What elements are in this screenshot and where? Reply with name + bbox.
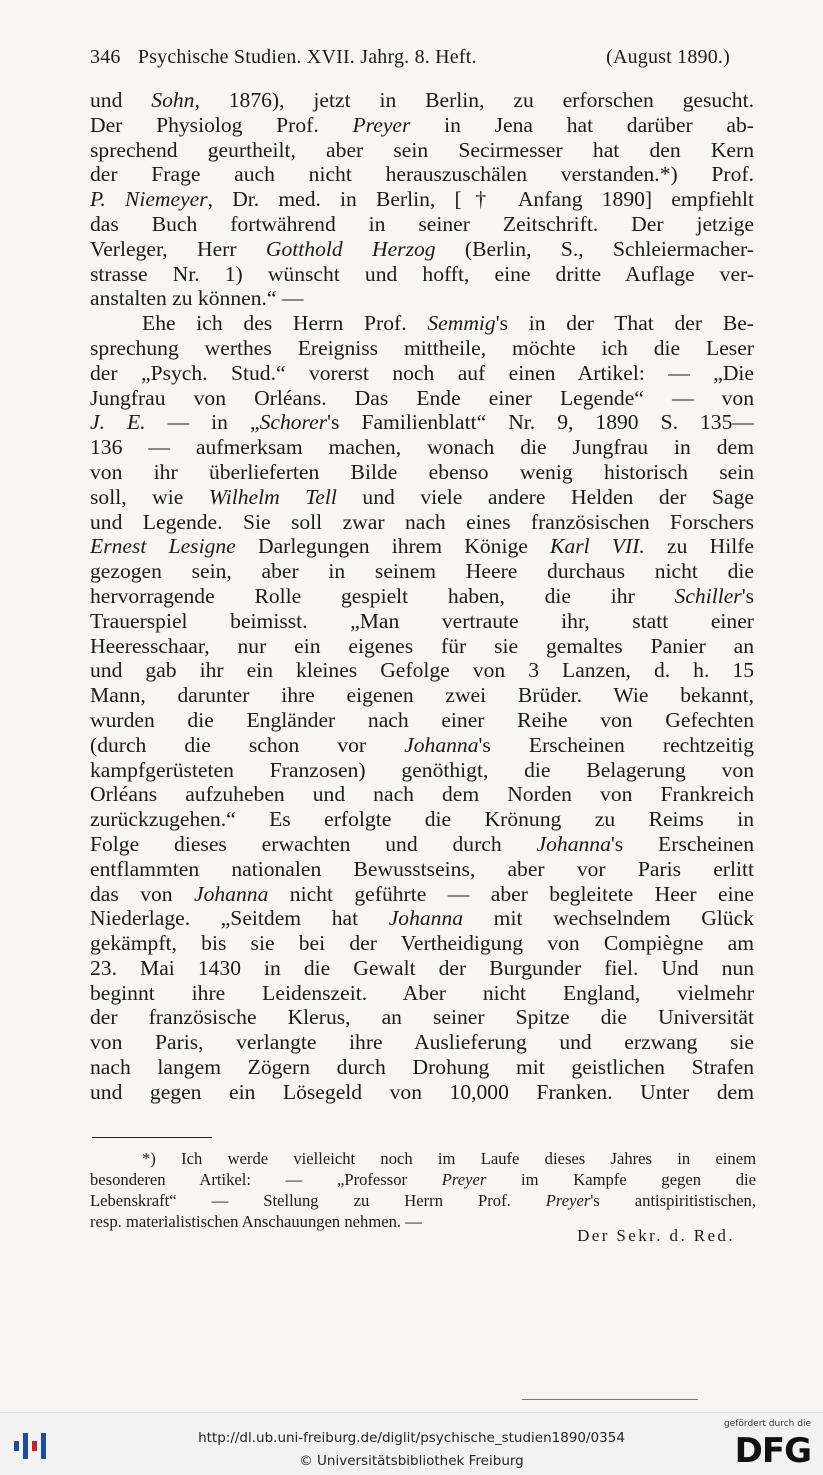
text-line: und gegen ein Lösegeld von 10,000 Franken. Unter dem [90, 1079, 754, 1104]
permalink-url[interactable]: http://dl.ub.uni-freiburg.de/diglit/psychische_studien1890/0354 [198, 1430, 625, 1446]
text-line: anstalten zu können.“ — [90, 286, 304, 311]
bottom-rule [522, 1399, 698, 1400]
text-line: Ernest Lesigne Darlegungen ihrem Könige Karl VII. zu Hilfe [90, 534, 754, 559]
text-line: Heeresschaar, nur ein eigenes für sie gemaltes Panier an [90, 633, 754, 658]
text-line: P. Niemeyer, Dr. med. in Berlin, [† Anfang 1890] empfiehlt [90, 187, 754, 212]
text-line: sprechend geurtheilt, aber sein Secirmesser hat den Kern [90, 137, 754, 162]
text-line: und Sohn, 1876), jetzt in Berlin, zu erforschen gesucht. [90, 88, 754, 112]
text-line: Niederlage. „Seitdem hat Johanna mit wechselndem Glück [90, 906, 754, 931]
text-line: Folge dieses erwachten und durch Johanna's Erscheinen [90, 831, 754, 856]
footnote-line: Lebenskraft“ — Stellung zu Herrn Prof. Preyer's antispiritistischen, [90, 1191, 756, 1210]
text-line: von Paris, verlangte ihre Auslieferung und erzwang sie [90, 1030, 754, 1055]
text-line: der „Psych. Stud.“ vorerst noch auf einen Artikel: — „Die [90, 360, 754, 385]
text-line: sprechung werthes Ereigniss mittheile, möchte ich die Leser [90, 335, 754, 360]
text-line: das Buch fortwährend in seiner Zeitschrift. Der jetzige [90, 211, 754, 236]
text-line: beginnt ihre Leidenszeit. Aber nicht England, vielmehr [90, 980, 754, 1005]
dfg-logo-text: DFG [734, 1431, 811, 1471]
text-line: 136 — aufmerksam machen, wonach die Jungfrau in dem [90, 435, 754, 460]
text-line: strasse Nr. 1) wünscht und hofft, eine dritte Auflage ver- [90, 261, 754, 286]
text-line: der französische Klerus, an seiner Spitze die Universität [90, 1005, 754, 1030]
footnote [90, 1148, 756, 1232]
text-line: nach langem Zögern durch Drohung mit geistlichen Strafen [90, 1055, 754, 1080]
text-line: kampfgerüsteten Franzosen) genöthigt, die Belagerung von [90, 757, 754, 782]
text-line: Verleger, Herr Gotthold Herzog (Berlin, S., Schleiermacher- [90, 236, 754, 261]
running-header [90, 46, 730, 69]
text-line: Der Physiolog Prof. Preyer in Jena hat darüber ab- [90, 112, 754, 137]
text-line: (durch die schon vor Johanna's Erscheinen rechtzeitig [90, 732, 754, 757]
text-line: Trauerspiel beimisst. „Man vertraute ihr, statt einer [90, 608, 754, 633]
text-line: Orléans aufzuheben und nach dem Norden von Frankreich [90, 782, 754, 807]
text-line: und gab ihr ein kleines Gefolge von 3 Lanzen, d. h. 15 [90, 658, 754, 683]
copyright-notice: © Universitätsbibliothek Freiburg [299, 1453, 524, 1469]
footnote-separator [92, 1137, 212, 1138]
text-line: zurückzugehen.“ Es erfolgte die Krönung zu Reims in [90, 807, 754, 832]
footnote-line: *) Ich werde vielleicht noch im Laufe dieses Jahres in einem [142, 1149, 756, 1168]
text-line: von ihr überlieferten Bilde ebenso wenig historisch sein [90, 459, 754, 484]
page-number: 346 [90, 46, 121, 68]
footnote-line: resp. materialistischen Anschauungen nehmen. — [90, 1212, 422, 1231]
text-line: hervorragende Rolle gespielt haben, die ihr Schiller's [90, 583, 754, 608]
text-line: J. E. — in „Schorer's Familienblatt“ Nr. 9, 1890 S. 135— [90, 410, 754, 435]
text-line: wurden die Engländer nach einer Reihe von Gefechten [90, 707, 754, 732]
text-line: gezogen sein, aber in seinem Heere durchaus nicht die [90, 559, 754, 584]
text-line: und Legende. Sie soll zwar nach eines französischen Forschers [90, 509, 754, 534]
text-line: Jungfrau von Orléans. Das Ende einer Legende“ — von [90, 385, 754, 410]
text-line: der Frage auch nicht herauszuschälen verstanden.*) Prof. [90, 162, 754, 187]
text-line: 23. Mai 1430 in die Gewalt der Burgunder fiel. Und nun [90, 955, 754, 980]
text-line: Mann, darunter ihre eigenen zwei Brüder. Wie bekannt, [90, 683, 754, 708]
text-line: Ehe ich des Herrn Prof. Semmig's in der That der Be- [142, 311, 754, 336]
text-line: entflammten nationalen Bewusstseins, aber vor Paris erlitt [90, 856, 754, 881]
signature: Der Sekr. d. Red. [577, 1226, 735, 1245]
dfg-tagline: gefördert durch die [724, 1419, 811, 1429]
text-line: gekämpft, bis sie bei der Vertheidigung von Compiègne am [90, 931, 754, 956]
text-line: das von Johanna nicht geführte — aber begleitete Heer eine [90, 881, 754, 906]
body-text [90, 88, 754, 1105]
issue-date: (August 1890.) [606, 46, 730, 68]
viewer-footer [0, 1412, 823, 1475]
text-line: soll, wie Wilhelm Tell und viele andere Helden der Sage [90, 484, 754, 509]
running-title: Psychische Studien. XVII. Jahrg. 8. Heft. [137, 46, 477, 68]
dfg-logo [713, 1419, 811, 1471]
footnote-line: besonderen Artikel: — „Professor Preyer im Kampfe gegen die [90, 1170, 756, 1189]
